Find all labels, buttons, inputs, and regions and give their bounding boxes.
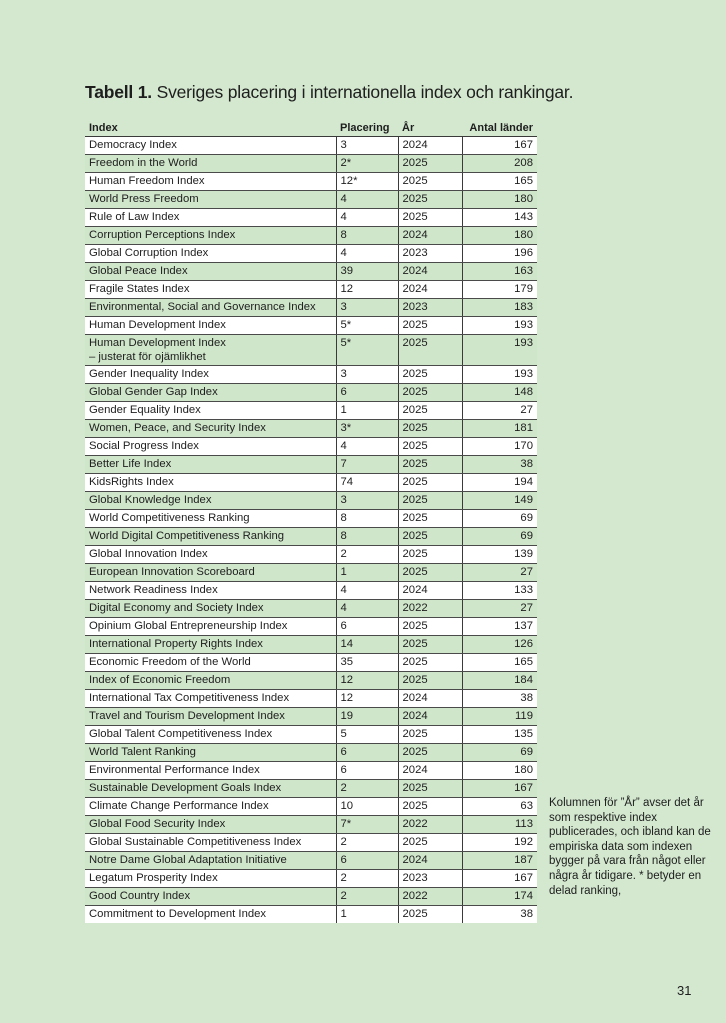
cell-index-name: Human Development Index bbox=[85, 317, 336, 335]
cell-ar: 2025 bbox=[398, 155, 462, 173]
cell-index-name: Climate Change Performance Index bbox=[85, 798, 336, 816]
cell-antal-lander: 180 bbox=[462, 227, 537, 245]
cell-ar: 2025 bbox=[398, 510, 462, 528]
table-row bbox=[85, 690, 537, 708]
cell-index-name: Fragile States Index bbox=[85, 281, 336, 299]
table-row bbox=[85, 209, 537, 227]
cell-ar: 2025 bbox=[398, 209, 462, 227]
cell-antal-lander: 187 bbox=[462, 852, 537, 870]
cell-placering: 3* bbox=[336, 420, 398, 438]
cell-ar: 2025 bbox=[398, 564, 462, 582]
cell-placering: 8 bbox=[336, 528, 398, 546]
cell-placering: 12* bbox=[336, 173, 398, 191]
cell-antal-lander: 163 bbox=[462, 263, 537, 281]
cell-placering: 7* bbox=[336, 816, 398, 834]
table-row bbox=[85, 299, 537, 317]
header-ar: År bbox=[398, 119, 462, 137]
table-row bbox=[85, 438, 537, 456]
cell-ar: 2025 bbox=[398, 798, 462, 816]
cell-ar: 2022 bbox=[398, 888, 462, 906]
cell-placering: 4 bbox=[336, 438, 398, 456]
footnote: Kolumnen för ”År” avser det år som respektive index publicerades, och ibland kan de empiriska data som indexen bygger på vara från något eller några år tidigare. * betyder en delad ranking, bbox=[549, 797, 711, 897]
cell-antal-lander: 193 bbox=[462, 317, 537, 335]
cell-ar: 2025 bbox=[398, 654, 462, 672]
table-row bbox=[85, 155, 537, 173]
cell-ar: 2025 bbox=[398, 546, 462, 564]
cell-ar: 2025 bbox=[398, 618, 462, 636]
table-row bbox=[85, 564, 537, 582]
cell-placering: 1 bbox=[336, 564, 398, 582]
cell-placering: 4 bbox=[336, 600, 398, 618]
cell-placering: 12 bbox=[336, 672, 398, 690]
cell-antal-lander: 180 bbox=[462, 191, 537, 209]
cell-index-name: Women, Peace, and Security Index bbox=[85, 420, 336, 438]
cell-placering: 2 bbox=[336, 870, 398, 888]
cell-antal-lander: 63 bbox=[462, 798, 537, 816]
cell-index-name: Global Knowledge Index bbox=[85, 492, 336, 510]
cell-antal-lander: 167 bbox=[462, 870, 537, 888]
cell-placering: 1 bbox=[336, 402, 398, 420]
table-row bbox=[85, 780, 537, 798]
cell-index-name: Commitment to Development Index bbox=[89, 908, 267, 920]
cell-placering: 2 bbox=[336, 834, 398, 852]
cell-index-name: Environmental Performance Index bbox=[85, 762, 336, 780]
rankings-table bbox=[85, 119, 537, 923]
cell-index-name: Sustainable Development Goals Index bbox=[85, 780, 336, 798]
cell-placering: 6 bbox=[336, 852, 398, 870]
table-row bbox=[85, 798, 537, 816]
cell-index-name: Legatum Prosperity Index bbox=[85, 870, 336, 888]
cell-ar: 2025 bbox=[398, 191, 462, 209]
cell-placering: 2 bbox=[336, 888, 398, 906]
cell-index-name: Gender Inequality Index bbox=[85, 366, 336, 384]
cell-placering: 8 bbox=[336, 227, 398, 245]
header-placering: Placering bbox=[336, 119, 398, 137]
cell-antal-lander: 69 bbox=[462, 744, 537, 762]
cell-index-name: World Talent Ranking bbox=[85, 744, 336, 762]
table-row bbox=[85, 263, 537, 281]
cell-index-name: Global Corruption Index bbox=[85, 245, 336, 263]
table-row bbox=[85, 366, 537, 384]
cell-antal-lander: 27 bbox=[462, 600, 537, 618]
table-row bbox=[85, 762, 537, 780]
table-title-text: Sveriges placering i internationella index och rankingar. bbox=[151, 82, 574, 102]
cell-index-name: Digital Economy and Society Index bbox=[85, 600, 336, 618]
cell-index-name: Human Freedom Index bbox=[85, 173, 336, 191]
cell-ar: 2025 bbox=[398, 780, 462, 798]
cell-placering: 5* bbox=[336, 317, 398, 335]
table-header-row bbox=[85, 119, 537, 137]
cell-ar: 2024 bbox=[398, 852, 462, 870]
cell-antal-lander: 181 bbox=[462, 420, 537, 438]
cell-index-name: Global Food Security Index bbox=[85, 816, 336, 834]
cell-placering: 2* bbox=[336, 155, 398, 173]
cell-placering: 3 bbox=[336, 492, 398, 510]
cell-antal-lander: 137 bbox=[462, 618, 537, 636]
table-row bbox=[85, 227, 537, 245]
cell-placering: 14 bbox=[336, 636, 398, 654]
cell-ar: 2025 bbox=[398, 474, 462, 492]
cell-placering: 2 bbox=[336, 780, 398, 798]
cell-index-name: Freedom in the World bbox=[85, 155, 336, 173]
cell-index-name: Index of Economic Freedom bbox=[85, 672, 336, 690]
cell-index-name: Social Progress Index bbox=[85, 438, 336, 456]
table-row bbox=[85, 654, 537, 672]
cell-antal-lander: 38 bbox=[462, 906, 537, 924]
cell-antal-lander: 183 bbox=[462, 299, 537, 317]
table-row bbox=[85, 870, 537, 888]
cell-antal-lander: 174 bbox=[462, 888, 537, 906]
cell-ar: 2025 bbox=[398, 420, 462, 438]
cell-antal-lander: 180 bbox=[462, 762, 537, 780]
cell-placering: 39 bbox=[336, 263, 398, 281]
table-row bbox=[85, 582, 537, 600]
cell-placering: 4 bbox=[336, 191, 398, 209]
cell-placering: 6 bbox=[336, 618, 398, 636]
table-row bbox=[85, 726, 537, 744]
cell-antal-lander: 38 bbox=[462, 456, 537, 474]
cell-index-name: International Tax Competitiveness Index bbox=[85, 690, 336, 708]
cell-antal-lander: 194 bbox=[462, 474, 537, 492]
cell-ar: 2024 bbox=[398, 263, 462, 281]
cell-ar: 2025 bbox=[398, 726, 462, 744]
cell-ar: 2023 bbox=[398, 299, 462, 317]
cell-ar: 2025 bbox=[398, 456, 462, 474]
cell-index-name: Rule of Law Index bbox=[85, 209, 336, 227]
cell-placering: 12 bbox=[336, 281, 398, 299]
cell-index-name: World Competitiveness Ranking bbox=[85, 510, 336, 528]
cell-antal-lander: 135 bbox=[462, 726, 537, 744]
table-row bbox=[85, 618, 537, 636]
cell-ar: 2023 bbox=[398, 870, 462, 888]
cell-ar: 2025 bbox=[398, 672, 462, 690]
cell-index-name: Good Country Index bbox=[85, 888, 336, 906]
cell-index-name: Network Readiness Index bbox=[85, 582, 336, 600]
cell-ar: 2025 bbox=[398, 402, 462, 420]
cell-antal-lander: 119 bbox=[462, 708, 537, 726]
cell-placering: 10 bbox=[336, 798, 398, 816]
cell-placering: 2 bbox=[336, 546, 398, 564]
table-row bbox=[85, 834, 537, 852]
cell-placering: 4 bbox=[336, 582, 398, 600]
table-row bbox=[85, 137, 537, 155]
cell-antal-lander: 113 bbox=[462, 816, 537, 834]
cell-antal-lander: 208 bbox=[462, 155, 537, 173]
cell-antal-lander: 179 bbox=[462, 281, 537, 299]
cell-antal-lander: 148 bbox=[462, 384, 537, 402]
cell-placering: 12 bbox=[336, 690, 398, 708]
cell-placering: 74 bbox=[336, 474, 398, 492]
cell-ar: 2025 bbox=[398, 744, 462, 762]
cell-index-name: KidsRights Index bbox=[85, 474, 336, 492]
cell-placering: 7 bbox=[336, 456, 398, 474]
table-row bbox=[85, 474, 537, 492]
cell-placering: 4 bbox=[336, 245, 398, 263]
cell-antal-lander: 139 bbox=[462, 546, 537, 564]
table-row bbox=[85, 245, 537, 263]
cell-antal-lander: 167 bbox=[462, 780, 537, 798]
table-row bbox=[85, 528, 537, 546]
table-row bbox=[85, 456, 537, 474]
cell-placering: 5* bbox=[336, 335, 398, 366]
cell-antal-lander: 184 bbox=[462, 672, 537, 690]
cell-antal-lander: 27 bbox=[462, 402, 537, 420]
cell-ar: 2024 bbox=[398, 708, 462, 726]
cell-antal-lander: 133 bbox=[462, 582, 537, 600]
table-row bbox=[85, 852, 537, 870]
table-row bbox=[85, 708, 537, 726]
cell-ar: 2025 bbox=[398, 173, 462, 191]
cell-ar: 2022 bbox=[398, 816, 462, 834]
cell-index-name: Global Sustainable Competitiveness Index bbox=[85, 834, 336, 852]
table-row bbox=[85, 600, 537, 618]
table-row bbox=[85, 281, 537, 299]
table-row bbox=[85, 317, 537, 335]
cell-index-name: Travel and Tourism Development Index bbox=[85, 708, 336, 726]
cell-antal-lander: 69 bbox=[462, 510, 537, 528]
cell-placering: 5 bbox=[336, 726, 398, 744]
cell-index-name: Global Peace Index bbox=[85, 263, 336, 281]
cell-antal-lander: 165 bbox=[462, 173, 537, 191]
table-row bbox=[85, 191, 537, 209]
cell-ar: 2025 bbox=[398, 906, 462, 924]
cell-ar: 2024 bbox=[398, 762, 462, 780]
header-antal-lander: Antal länder bbox=[462, 119, 537, 137]
cell-index-name: Better Life Index bbox=[85, 456, 336, 474]
cell-placering: 3 bbox=[336, 137, 398, 155]
cell-placering: 6 bbox=[336, 762, 398, 780]
header-index: Index bbox=[85, 119, 336, 137]
cell-placering: 1 bbox=[336, 906, 398, 924]
cell-ar: 2025 bbox=[398, 384, 462, 402]
table-row bbox=[85, 888, 537, 906]
cell-ar: 2025 bbox=[398, 438, 462, 456]
cell-ar: 2022 bbox=[398, 600, 462, 618]
table-row bbox=[85, 546, 537, 564]
cell-index-name: Gender Equality Index bbox=[85, 402, 336, 420]
cell-antal-lander: 38 bbox=[462, 690, 537, 708]
cell-antal-lander: 165 bbox=[462, 654, 537, 672]
cell-ar: 2025 bbox=[398, 528, 462, 546]
cell-index-name: World Digital Competitiveness Ranking bbox=[85, 528, 336, 546]
cell-antal-lander: 69 bbox=[462, 528, 537, 546]
table-row bbox=[85, 420, 537, 438]
cell-index-name: European Innovation Scoreboard bbox=[85, 564, 336, 582]
cell-index-name: World Press Freedom bbox=[85, 191, 336, 209]
cell-ar: 2025 bbox=[398, 492, 462, 510]
table-row bbox=[85, 672, 537, 690]
cell-antal-lander: 149 bbox=[462, 492, 537, 510]
cell-ar: 2025 bbox=[398, 834, 462, 852]
table-row bbox=[85, 906, 537, 924]
cell-ar: 2023 bbox=[398, 245, 462, 263]
table-row bbox=[85, 402, 537, 420]
cell-placering: 8 bbox=[336, 510, 398, 528]
cell-placering: 6 bbox=[336, 384, 398, 402]
cell-index-name: Democracy Index bbox=[85, 137, 336, 155]
cell-antal-lander: 192 bbox=[462, 834, 537, 852]
cell-antal-lander: 27 bbox=[462, 564, 537, 582]
cell-placering: 3 bbox=[336, 299, 398, 317]
cell-index-name: International Property Rights Index bbox=[85, 636, 336, 654]
cell-ar: 2025 bbox=[398, 335, 462, 366]
table-row bbox=[85, 510, 537, 528]
cell-ar: 2025 bbox=[398, 636, 462, 654]
cell-placering: 35 bbox=[336, 654, 398, 672]
table-title bbox=[85, 82, 573, 103]
cell-ar: 2024 bbox=[398, 137, 462, 155]
cell-index-name: Global Talent Competitiveness Index bbox=[85, 726, 336, 744]
cell-ar: 2024 bbox=[398, 690, 462, 708]
cell-ar: 2025 bbox=[398, 366, 462, 384]
table-row bbox=[85, 816, 537, 834]
cell-index-name: Human Development Index – justerat för ojämlikhet bbox=[85, 335, 336, 366]
cell-antal-lander: 193 bbox=[462, 335, 537, 366]
cell-index-name: Economic Freedom of the World bbox=[85, 654, 336, 672]
cell-antal-lander: 143 bbox=[462, 209, 537, 227]
cell-antal-lander: 170 bbox=[462, 438, 537, 456]
cell-antal-lander: 167 bbox=[462, 137, 537, 155]
cell-placering: 19 bbox=[336, 708, 398, 726]
table-title-label: Tabell 1. bbox=[85, 82, 152, 102]
cell-antal-lander: 126 bbox=[462, 636, 537, 654]
table-row bbox=[85, 335, 537, 366]
cell-index-name: Opinium Global Entrepreneurship Index bbox=[85, 618, 336, 636]
cell-index-name: Environmental, Social and Governance Index bbox=[85, 299, 336, 317]
table-row bbox=[85, 492, 537, 510]
cell-ar: 2024 bbox=[398, 281, 462, 299]
table-row bbox=[85, 636, 537, 654]
cell-index-name: Global Gender Gap Index bbox=[85, 384, 336, 402]
cell-ar: 2024 bbox=[398, 582, 462, 600]
cell-antal-lander: 193 bbox=[462, 366, 537, 384]
cell-index-name: Notre Dame Global Adaptation Initiative bbox=[85, 852, 336, 870]
cell-index-name: Corruption Perceptions Index bbox=[85, 227, 336, 245]
table-row bbox=[85, 173, 537, 191]
cell-antal-lander: 196 bbox=[462, 245, 537, 263]
cell-placering: 3 bbox=[336, 366, 398, 384]
cell-index-name: Global Innovation Index bbox=[85, 546, 336, 564]
page-number: 31 bbox=[677, 983, 692, 998]
cell-placering: 4 bbox=[336, 209, 398, 227]
table-row bbox=[85, 384, 537, 402]
cell-placering: 6 bbox=[336, 744, 398, 762]
table-row bbox=[85, 744, 537, 762]
cell-ar: 2025 bbox=[398, 317, 462, 335]
cell-ar: 2024 bbox=[398, 227, 462, 245]
